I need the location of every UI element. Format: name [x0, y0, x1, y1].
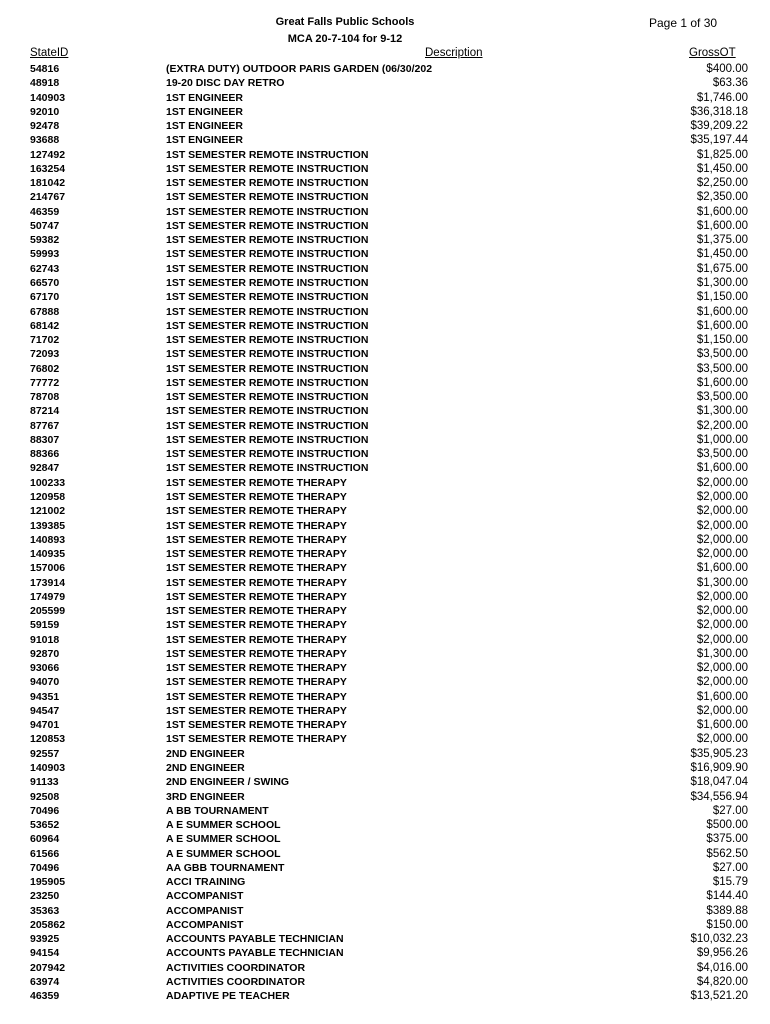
row-gross: $1,300.00	[696, 647, 748, 660]
row-description: 1ST SEMESTER REMOTE INSTRUCTION	[166, 177, 369, 190]
row-stateid: 76802	[30, 362, 60, 375]
row-gross: $3,500.00	[696, 348, 748, 361]
table-row	[0, 404, 770, 418]
table-row	[0, 133, 770, 147]
row-gross: $2,000.00	[696, 633, 748, 646]
row-gross: $1,600.00	[696, 319, 748, 332]
table-row	[0, 62, 770, 76]
row-gross: $2,000.00	[696, 548, 748, 561]
row-description: 1ST SEMESTER REMOTE INSTRUCTION	[166, 248, 369, 261]
row-description: 3RD ENGINEER	[166, 790, 245, 803]
row-gross: $389.88	[706, 904, 748, 917]
row-stateid: 174979	[30, 590, 66, 603]
table-row	[0, 162, 770, 176]
table-row	[0, 148, 770, 162]
table-row	[0, 661, 770, 675]
table-row	[0, 105, 770, 119]
row-stateid: 59159	[30, 619, 60, 632]
row-gross: $63.36	[712, 77, 748, 90]
row-gross: $3,500.00	[696, 448, 748, 461]
row-description: AA GBB TOURNAMENT	[166, 861, 285, 874]
row-gross: $1,825.00	[696, 148, 748, 161]
row-gross: $1,450.00	[696, 162, 748, 175]
row-gross: $2,350.00	[696, 191, 748, 204]
row-stateid: 66570	[30, 276, 60, 289]
table-row	[0, 975, 770, 989]
row-gross: $1,375.00	[696, 234, 748, 247]
row-description: 1ST SEMESTER REMOTE INSTRUCTION	[166, 433, 369, 446]
row-description: 1ST SEMESTER REMOTE THERAPY	[166, 519, 347, 532]
row-description: 1ST SEMESTER REMOTE THERAPY	[166, 704, 347, 717]
row-gross: $4,016.00	[696, 961, 748, 974]
row-stateid: 140893	[30, 533, 66, 546]
row-description: 19-20 DISC DAY RETRO	[166, 77, 285, 90]
table-row	[0, 861, 770, 875]
row-gross: $2,000.00	[696, 505, 748, 518]
table-row	[0, 832, 770, 846]
row-gross: $34,556.94	[690, 790, 748, 803]
row-description: ACCOMPANIST	[166, 904, 244, 917]
row-stateid: 23250	[30, 890, 60, 903]
table-row	[0, 604, 770, 618]
row-gross: $2,000.00	[696, 490, 748, 503]
row-stateid: 92478	[30, 120, 60, 133]
row-stateid: 71702	[30, 334, 60, 347]
row-stateid: 46359	[30, 990, 60, 1003]
row-gross: $1,150.00	[696, 334, 748, 347]
column-header-gross: GrossOT	[689, 47, 736, 59]
table-row	[0, 918, 770, 932]
table-row	[0, 333, 770, 347]
row-stateid: 92508	[30, 790, 60, 803]
row-stateid: 140903	[30, 762, 66, 775]
row-stateid: 94547	[30, 704, 60, 717]
row-stateid: 54816	[30, 63, 60, 75]
row-gross: $1,675.00	[696, 262, 748, 275]
row-description: 1ST SEMESTER REMOTE INSTRUCTION	[166, 391, 369, 404]
row-stateid: 61566	[30, 847, 60, 860]
row-gross: $150.00	[706, 918, 748, 931]
row-gross: $36,318.18	[690, 105, 748, 118]
row-stateid: 77772	[30, 376, 60, 389]
table-row	[0, 433, 770, 447]
table-row	[0, 747, 770, 761]
row-gross: $144.40	[706, 890, 748, 903]
table-row	[0, 276, 770, 290]
row-description: 1ST SEMESTER REMOTE THERAPY	[166, 476, 347, 489]
row-description: 1ST SEMESTER REMOTE INSTRUCTION	[166, 319, 369, 332]
row-stateid: 35363	[30, 904, 60, 917]
row-description: 1ST SEMESTER REMOTE INSTRUCTION	[166, 262, 369, 275]
row-description: 1ST SEMESTER REMOTE INSTRUCTION	[166, 448, 369, 461]
row-stateid: 87767	[30, 419, 60, 432]
table-row	[0, 119, 770, 133]
row-description: 1ST ENGINEER	[166, 120, 244, 133]
report-subtitle: MCA 20-7-104 for 9-12	[287, 33, 403, 45]
row-stateid: 94351	[30, 690, 60, 703]
row-stateid: 205862	[30, 918, 66, 931]
row-stateid: 53652	[30, 819, 60, 832]
row-stateid: 120958	[30, 490, 66, 503]
table-row	[0, 576, 770, 590]
row-stateid: 127492	[30, 148, 66, 161]
row-description: 1ST SEMESTER REMOTE THERAPY	[166, 733, 347, 746]
row-gross: $1,300.00	[696, 405, 748, 418]
table-row	[0, 847, 770, 861]
row-description: ACTIVITIES COORDINATOR	[166, 961, 306, 974]
row-gross: $375.00	[706, 833, 748, 846]
row-gross: $1,300.00	[696, 276, 748, 289]
row-gross: $2,000.00	[696, 519, 748, 532]
row-description: 1ST SEMESTER REMOTE THERAPY	[166, 719, 347, 732]
table-row	[0, 490, 770, 504]
row-gross: $3,500.00	[696, 362, 748, 375]
row-stateid: 94070	[30, 676, 60, 689]
row-description: 1ST SEMESTER REMOTE INSTRUCTION	[166, 291, 369, 304]
row-gross: $2,000.00	[696, 733, 748, 746]
row-description: ACCI TRAINING	[166, 876, 246, 889]
table-row	[0, 875, 770, 889]
row-stateid: 67170	[30, 291, 60, 304]
row-gross: $1,300.00	[696, 576, 748, 589]
row-stateid: 91133	[30, 776, 59, 789]
row-description: 2ND ENGINEER / SWING	[166, 776, 290, 789]
row-stateid: 60964	[30, 833, 60, 846]
table-row	[0, 76, 770, 90]
row-gross: $500.00	[706, 819, 748, 832]
row-stateid: 121002	[30, 505, 66, 518]
row-description: (EXTRA DUTY) OUTDOOR PARIS GARDEN (06/30/202	[166, 63, 433, 75]
table-row	[0, 904, 770, 918]
row-description: 1ST SEMESTER REMOTE THERAPY	[166, 633, 347, 646]
table-row	[0, 262, 770, 276]
row-stateid: 93925	[30, 933, 60, 946]
row-description: 1ST SEMESTER REMOTE INSTRUCTION	[166, 419, 369, 432]
row-stateid: 139385	[30, 519, 66, 532]
row-gross: $1,000.00	[696, 433, 748, 446]
row-gross: $2,000.00	[696, 662, 748, 675]
table-row	[0, 290, 770, 304]
column-header-description: Description	[425, 47, 483, 59]
row-gross: $1,150.00	[696, 291, 748, 304]
row-gross: $13,521.20	[690, 990, 748, 1003]
row-description: ACCOMPANIST	[166, 918, 244, 931]
row-gross: $15.79	[712, 876, 748, 889]
table-row	[0, 533, 770, 547]
row-stateid: 94701	[30, 719, 60, 732]
report-title: Great Falls Public Schools	[275, 16, 415, 28]
table-row	[0, 946, 770, 960]
row-description: A BB TOURNAMENT	[166, 804, 269, 817]
row-gross: $1,600.00	[696, 305, 748, 318]
row-description: 1ST SEMESTER REMOTE THERAPY	[166, 590, 347, 603]
table-row	[0, 190, 770, 204]
row-gross: $2,000.00	[696, 676, 748, 689]
table-row	[0, 961, 770, 975]
table-row	[0, 732, 770, 746]
table-row	[0, 305, 770, 319]
row-description: ACCOUNTS PAYABLE TECHNICIAN	[166, 947, 344, 960]
row-stateid: 207942	[30, 961, 66, 974]
table-row	[0, 347, 770, 361]
row-stateid: 92847	[30, 462, 60, 475]
row-stateid: 46359	[30, 205, 60, 218]
row-gross: $16,909.90	[690, 762, 748, 775]
table-row	[0, 476, 770, 490]
table-row	[0, 818, 770, 832]
row-stateid: 67888	[30, 305, 60, 318]
table-row	[0, 447, 770, 461]
row-stateid: 93066	[30, 662, 60, 675]
table-row	[0, 362, 770, 376]
table-row	[0, 91, 770, 105]
row-gross: $2,000.00	[696, 704, 748, 717]
table-row	[0, 561, 770, 575]
table-row	[0, 390, 770, 404]
table-row	[0, 790, 770, 804]
row-description: 1ST SEMESTER REMOTE INSTRUCTION	[166, 305, 369, 318]
row-description: 1ST SEMESTER REMOTE THERAPY	[166, 576, 347, 589]
row-description: 1ST SEMESTER REMOTE INSTRUCTION	[166, 219, 369, 232]
row-description: 1ST SEMESTER REMOTE INSTRUCTION	[166, 362, 369, 375]
row-stateid: 214767	[30, 191, 66, 204]
table-row	[0, 675, 770, 689]
row-description: 1ST SEMESTER REMOTE INSTRUCTION	[166, 191, 369, 204]
row-stateid: 163254	[30, 162, 66, 175]
row-description: ACTIVITIES COORDINATOR	[166, 976, 306, 988]
row-stateid: 140935	[30, 548, 66, 561]
row-gross: $2,250.00	[696, 177, 748, 190]
row-stateid: 93688	[30, 134, 60, 147]
row-gross: $2,000.00	[696, 590, 748, 603]
row-stateid: 87214	[30, 405, 60, 418]
row-gross: $2,000.00	[696, 476, 748, 489]
row-gross: $562.50	[706, 847, 748, 860]
table-row	[0, 219, 770, 233]
table-row	[0, 775, 770, 789]
table-row	[0, 547, 770, 561]
row-gross: $1,600.00	[696, 462, 748, 475]
row-description: 1ST SEMESTER REMOTE INSTRUCTION	[166, 276, 369, 289]
row-stateid: 48918	[30, 77, 60, 90]
row-stateid: 92870	[30, 647, 60, 660]
row-gross: $1,600.00	[696, 205, 748, 218]
table-row	[0, 461, 770, 475]
row-description: ACCOUNTS PAYABLE TECHNICIAN	[166, 933, 344, 946]
row-description: 1ST ENGINEER	[166, 134, 244, 147]
row-description: 1ST SEMESTER REMOTE THERAPY	[166, 533, 347, 546]
row-gross: $35,905.23	[690, 747, 748, 760]
row-gross: $2,000.00	[696, 619, 748, 632]
row-description: A E SUMMER SCHOOL	[166, 847, 281, 860]
row-gross: $2,000.00	[696, 533, 748, 546]
row-stateid: 62743	[30, 262, 60, 275]
row-stateid: 72093	[30, 348, 60, 361]
row-description: 1ST SEMESTER REMOTE THERAPY	[166, 505, 347, 518]
row-stateid: 88307	[30, 433, 60, 446]
table-row	[0, 419, 770, 433]
row-description: 1ST SEMESTER REMOTE THERAPY	[166, 662, 347, 675]
table-row	[0, 690, 770, 704]
row-description: 1ST SEMESTER REMOTE INSTRUCTION	[166, 334, 369, 347]
row-description: ADAPTIVE PE TEACHER	[166, 990, 290, 1003]
row-description: A E SUMMER SCHOOL	[166, 819, 281, 832]
row-stateid: 205599	[30, 605, 66, 618]
table-row	[0, 633, 770, 647]
row-description: 1ST SEMESTER REMOTE INSTRUCTION	[166, 462, 369, 475]
row-description: 1ST SEMESTER REMOTE INSTRUCTION	[166, 234, 369, 247]
row-gross: $1,600.00	[696, 690, 748, 703]
table-row	[0, 176, 770, 190]
row-gross: $1,600.00	[696, 562, 748, 575]
row-stateid: 157006	[30, 562, 66, 575]
row-description: A E SUMMER SCHOOL	[166, 833, 281, 846]
table-row	[0, 247, 770, 261]
row-gross: $1,600.00	[696, 376, 748, 389]
row-description: 1ST SEMESTER REMOTE THERAPY	[166, 647, 347, 660]
row-description: 1ST SEMESTER REMOTE INSTRUCTION	[166, 205, 369, 218]
row-gross: $27.00	[712, 804, 748, 817]
row-description: 1ST SEMESTER REMOTE THERAPY	[166, 490, 347, 503]
table-row	[0, 889, 770, 903]
table-row	[0, 718, 770, 732]
table-row	[0, 504, 770, 518]
row-description: 2ND ENGINEER	[166, 747, 245, 760]
row-gross: $1,450.00	[696, 248, 748, 261]
row-stateid: 173914	[30, 576, 66, 589]
row-description: 1ST ENGINEER	[166, 91, 244, 104]
table-row	[0, 205, 770, 219]
row-stateid: 70496	[30, 804, 60, 817]
row-description: 1ST SEMESTER REMOTE THERAPY	[166, 605, 347, 618]
row-gross: $1,746.00	[696, 91, 748, 104]
row-gross: $400.00	[706, 63, 748, 75]
table-row	[0, 233, 770, 247]
row-stateid: 88366	[30, 448, 60, 461]
row-gross: $1,600.00	[696, 219, 748, 232]
row-stateid: 63974	[30, 976, 60, 988]
row-description: 1ST ENGINEER	[166, 105, 244, 118]
row-description: ACCOMPANIST	[166, 890, 244, 903]
row-gross: $10,032.23	[690, 933, 748, 946]
row-stateid: 50747	[30, 219, 60, 232]
table-row	[0, 932, 770, 946]
table-row	[0, 761, 770, 775]
row-gross: $35,197.44	[690, 134, 748, 147]
row-gross: $9,956.26	[696, 947, 748, 960]
row-stateid: 120853	[30, 733, 66, 746]
report-table	[0, 62, 770, 1004]
row-description: 1ST SEMESTER REMOTE THERAPY	[166, 676, 347, 689]
row-gross: $2,000.00	[696, 605, 748, 618]
table-row	[0, 590, 770, 604]
row-stateid: 140903	[30, 91, 66, 104]
row-stateid: 59382	[30, 234, 60, 247]
row-gross: $27.00	[712, 861, 748, 874]
row-description: 1ST SEMESTER REMOTE INSTRUCTION	[166, 148, 369, 161]
row-stateid: 92557	[30, 747, 60, 760]
table-row	[0, 519, 770, 533]
row-description: 1ST SEMESTER REMOTE INSTRUCTION	[166, 376, 369, 389]
row-description: 1ST SEMESTER REMOTE INSTRUCTION	[166, 405, 369, 418]
row-gross: $3,500.00	[696, 391, 748, 404]
table-row	[0, 319, 770, 333]
row-stateid: 195905	[30, 876, 66, 889]
row-stateid: 100233	[30, 476, 66, 489]
row-description: 1ST SEMESTER REMOTE THERAPY	[166, 690, 347, 703]
page-number: Page 1 of 30	[649, 16, 718, 30]
table-row	[0, 647, 770, 661]
row-stateid: 92010	[30, 105, 60, 118]
table-row	[0, 376, 770, 390]
row-description: 1ST SEMESTER REMOTE THERAPY	[166, 619, 347, 632]
row-gross: $4,820.00	[696, 976, 748, 988]
row-description: 2ND ENGINEER	[166, 762, 245, 775]
row-stateid: 181042	[30, 177, 66, 190]
row-stateid: 91018	[30, 633, 60, 646]
row-stateid: 59993	[30, 248, 60, 261]
row-stateid: 68142	[30, 319, 60, 332]
row-stateid: 78708	[30, 391, 60, 404]
row-description: 1ST SEMESTER REMOTE THERAPY	[166, 562, 347, 575]
table-row	[0, 989, 770, 1003]
column-header-stateid: StateID	[30, 47, 69, 59]
row-description: 1ST SEMESTER REMOTE INSTRUCTION	[166, 162, 369, 175]
row-gross: $39,209.22	[690, 120, 748, 133]
row-description: 1ST SEMESTER REMOTE INSTRUCTION	[166, 348, 369, 361]
row-stateid: 70496	[30, 861, 60, 874]
row-description: 1ST SEMESTER REMOTE THERAPY	[166, 548, 347, 561]
row-gross: $2,200.00	[696, 419, 748, 432]
row-gross: $1,600.00	[696, 719, 748, 732]
table-row	[0, 704, 770, 718]
table-row	[0, 618, 770, 632]
row-stateid: 94154	[30, 947, 60, 960]
table-row	[0, 804, 770, 818]
row-gross: $18,047.04	[690, 776, 748, 789]
